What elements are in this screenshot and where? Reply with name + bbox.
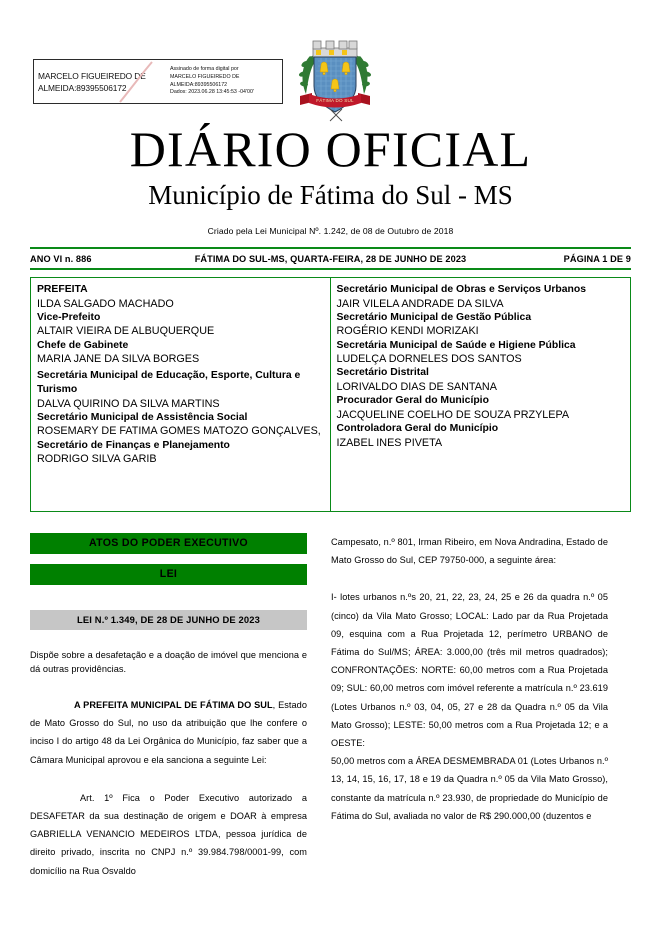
digital-signature-stamp: [33, 59, 283, 104]
official-role: Secretária Municipal de Saúde e Higiene Pública: [336, 339, 576, 351]
law-item-I-cont: 50,00 metros com a ÁREA DESMEMBRADA 01 (Lotes Urbanos n.º 13, 14, 15, 16, 17, 18 e 19 da Quadra n.º 05 da Vila Mato Grosso), constante da matrícula n.º 23.930, de propriedade do Município de Fátima do Sul, avaliada no valor de R$ 290.000,00 (duzentos e: [331, 756, 608, 821]
official-entry: [37, 369, 324, 410]
law-preamble-rest: , Estado de Mato Grosso do Sul, no uso da atribuição que lhe confere o inciso I do artigo 48 da Lei Orgânica do Município, faz saber que a Câmara Municipal aprovou e ela sanciona a seguinte Lei:: [30, 700, 308, 765]
law-preamble: [30, 696, 307, 769]
official-entry: [337, 422, 625, 450]
official-role: Chefe de Gabinete: [37, 339, 129, 351]
law-preamble-bold: A PREFEITA MUNICIPAL DE FÁTIMA DO SUL: [74, 700, 273, 710]
official-entry: [337, 283, 625, 311]
official-name: DALVA QUIRINO DA SILVA MARTINS: [37, 397, 220, 410]
signature-detail-line2: MARCELO FIGUEIREDO DE: [170, 73, 240, 80]
official-role: Controladora Geral do Município: [336, 422, 499, 434]
official-role: Procurador Geral do Município: [336, 395, 489, 407]
official-entry: [37, 339, 324, 367]
signature-details: [166, 66, 282, 96]
official-name: MARIA JANE DA SILVA BORGES: [37, 353, 200, 366]
section-banner-atos: ATOS DO PODER EXECUTIVO: [30, 533, 307, 554]
law-article-1: Art. 1º Fica o Poder Executivo autorizado a DESAFETAR da sua destinação de origem e DOAR à empresa GABRIELLA VENANCIO MEDEIROS LTDA, pessoa jurídica de direito privado, inscrita no CNPJ n.º 39.984.798/0001-99, com domicílio na Rua Osvaldo: [30, 792, 307, 876]
law-title-bar: LEI N.º 1.349, DE 28 DE JUNHO DE 2023: [30, 610, 307, 630]
law-summary: Dispõe sobre a desafetação e a doação de imóvel que menciona e dá outras providências.: [30, 650, 307, 674]
official-entry: [337, 339, 625, 367]
official-name: RODRIGO SILVA GARIB: [37, 453, 157, 466]
signature-detail-line3: ALMEIDA:89395506172: [170, 81, 228, 88]
official-entry: [37, 283, 324, 311]
cross-mark-icon: [329, 108, 343, 122]
official-name: JACQUELINE COELHO DE SOUZA PRZYLEPA: [336, 408, 570, 421]
official-name: IZABEL INES PIVETA: [336, 436, 443, 449]
official-entry: [37, 311, 324, 339]
section-banner-lei: LEI: [30, 564, 307, 585]
page-title: DIÁRIO OFICIAL: [129, 121, 532, 177]
official-role: Secretário Municipal de Gestão Pública: [336, 311, 532, 323]
signature-name-line2: ALMEIDA:89395506172: [38, 82, 127, 93]
signature-detail-line1: Assinado de forma digital por: [170, 66, 239, 73]
official-role: Secretário Municipal de Obras e Serviços Urbanos: [336, 284, 586, 295]
officials-table: [30, 277, 631, 512]
official-name: ROGÉRIO KENDI MORIZAKI: [336, 325, 479, 338]
signature-name: [34, 70, 166, 94]
official-name: LORIVALDO DIAS DE SANTANA: [336, 380, 497, 393]
signature-detail-line4: Dados: 2023.06.28 13:45:53 -04'00': [170, 89, 254, 96]
official-name: LUDELÇA DORNELES DOS SANTOS: [336, 353, 522, 366]
official-entry: [337, 394, 625, 422]
svg-text:FÁTIMA DO SUL: FÁTIMA DO SUL: [316, 98, 354, 104]
issue-number: ANO VI n. 886: [30, 253, 92, 264]
body-columns: [30, 533, 631, 880]
issue-info-bar: [30, 249, 631, 268]
official-name: ILDA SALGADO MACHADO: [37, 297, 174, 310]
law-article-1-cont: Campesato, n.º 801, Irman Ribeiro, em Nova Andradina, Estado de Mato Grosso do Sul, CEP 79750-000, a seguinte área:: [331, 537, 608, 566]
official-entry: [337, 311, 625, 339]
page-subtitle: Município de Fátima do Sul - MS: [148, 180, 513, 210]
official-name: JAIR VILELA ANDRADE DA SILVA: [336, 297, 504, 310]
creation-law-note: Criado pela Lei Municipal Nº. 1.242, de 08 de Outubro de 2018: [207, 226, 454, 236]
officials-column-right: [331, 278, 631, 511]
official-role: Secretária Municipal de Educação, Esporte, Cultura e Turismo: [37, 370, 301, 395]
column-left: [30, 533, 307, 880]
official-entry: [37, 439, 324, 467]
page-indicator: PÁGINA 1 DE 9: [563, 253, 631, 264]
column-right: [331, 533, 608, 880]
official-role: PREFEITA: [37, 284, 88, 295]
official-role: Vice-Prefeito: [37, 311, 101, 323]
law-item-I: I- lotes urbanos n.ºs 20, 21, 22, 23, 24, 25 e 26 da quadra n.º 05 (cinco) da Vila Mato Grosso; LOCAL: Lado par da Rua Projetada 09, esquina com a Rua Projetada 12, perímetro URBANO de Fátima do Sul/MS; ÁREA: 3.000,00 (três mil metros quadrados); CONFRONTAÇÕES: NORTE: 60,00 metros com a Rua Projetada 09; SUL: 60,00 metros com imóvel referente a matrícula n.º 23.619 (Lotes Urbanos n.º 03, 04, 05, 27 e 28 da Quadra n.º 05 da Vila Mato Grosso); LESTE: 50,00 metros com a Rua Projetada 12; e a OESTE:: [331, 592, 608, 749]
official-entry: [37, 411, 324, 439]
signature-name-line1: MARCELO FIGUEIREDO DE: [38, 70, 146, 81]
official-name: ROSEMARY DE FATIMA GOMES MATOZO GONÇALVES,: [37, 425, 321, 438]
official-role: Secretário de Finanças e Planejamento: [37, 439, 230, 451]
officials-column-left: [31, 278, 331, 511]
issue-date: FÁTIMA DO SUL-MS, QUARTA-FEIRA, 28 DE JUNHO DE 2023: [194, 253, 467, 264]
header-rule-bottom: [30, 268, 631, 270]
official-role: Secretário Distrital: [336, 367, 429, 379]
official-name: ALTAIR VIEIRA DE ALBUQUERQUE: [37, 325, 215, 338]
official-entry: [337, 366, 625, 394]
official-role: Secretário Municipal de Assistência Social: [37, 411, 248, 423]
